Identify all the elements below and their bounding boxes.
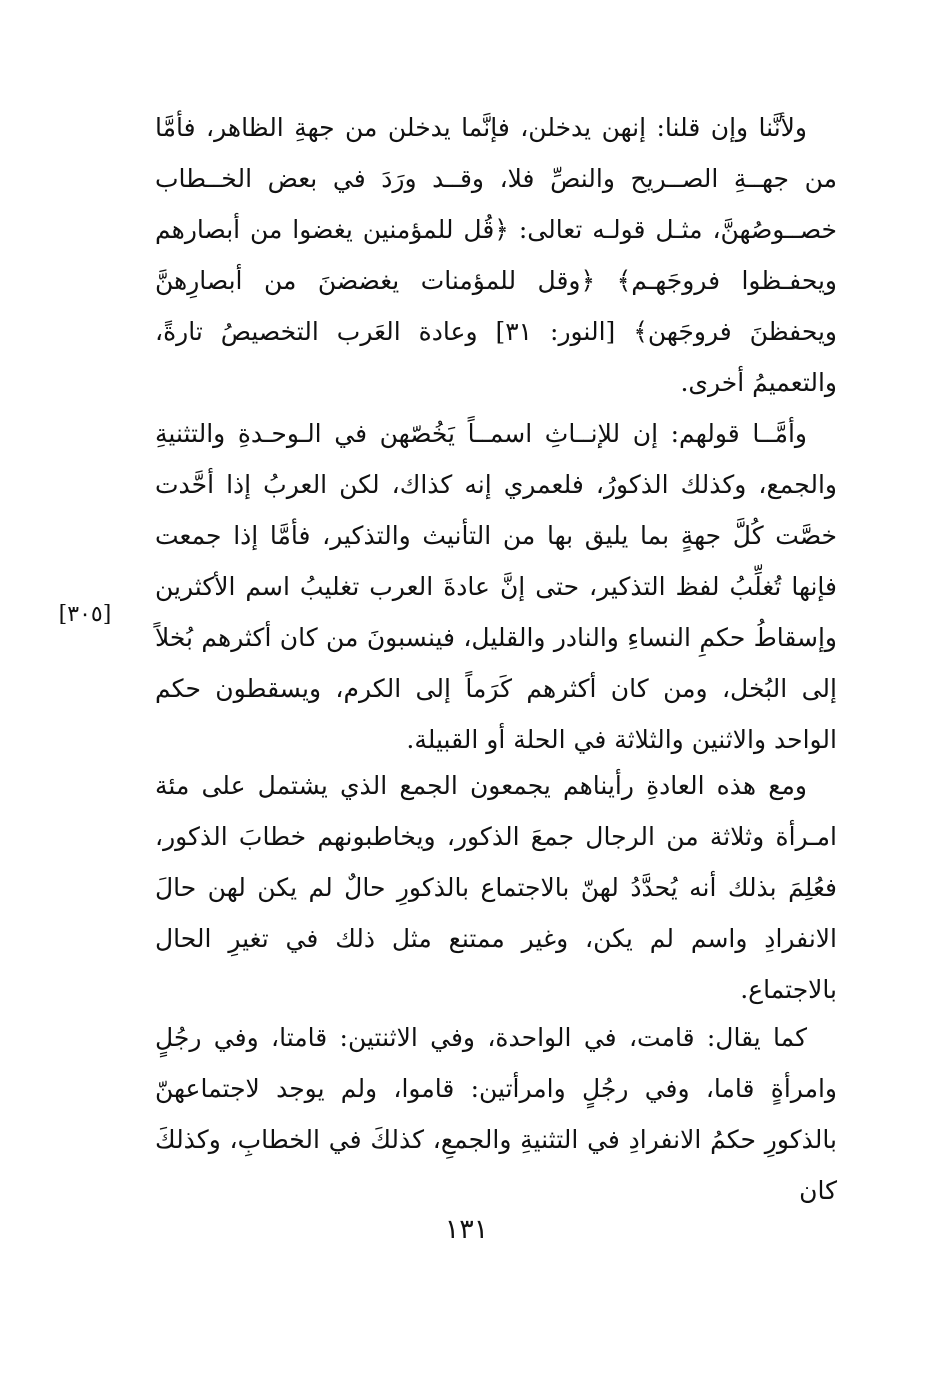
paragraph-4 xyxy=(155,1012,837,1216)
paragraph-2-text: وأمَّــا قولهم: إن للإنــاثِ اسمــاً يَخُصّهن في الـوحـدةِ والتثنيةِ والجمع، وكذلك الذكورُ، فلعمري إنه كذاك، لكن العربُ إذا أحَّدت خصَّت كُلَّ جهةٍ بما يليق بها من التأنيث والتذكير، فأمَّا إذا جمعت فإنها تُغلِّبُ لفظ التذكير، حتى إنَّ عادةَ العرب تغليبُ اسم الأكثرين وإسقاطُ حكمِ النساءِ والنادر والقليل، فينسبونَ من كان أكثرهم بُخلاً إلى البُخل، ومن كان أكثرهم كَرَماً إلى الكرم، ويسقطون حكم الواحد والاثنين والثلاثة في الحلة أو القبيلة. xyxy=(155,419,838,754)
paragraph-1 xyxy=(155,102,837,408)
page-number: ١٣١ xyxy=(444,1214,489,1245)
paragraph-3-text: ومع هذه العادةِ رأيناهم يجمعون الجمع الذي يشتمل على مئة امـرأة وثلاثة من الرجال جمعَ الذكور، ويخاطبونهم خطابَ الذكور، فعُلِمَ بذلك أنه يُحدَّدُ لهنّ بالاجتماع بالذكورِ حالٌ لم يكن لهن حالَ الانفرادِ واسم لم يكن، وغير ممتنع مثل ذلك في تغيرِ الحال بالاجتماع. xyxy=(155,771,837,1004)
margin-page-reference: [٣٠٥] xyxy=(58,602,112,627)
paragraph-3 xyxy=(155,760,837,1015)
paragraph-4-text: كما يقال: قامت، في الواحدة، وفي الاثنتين: قامتا، وفي رجُلٍ وامرأةٍ قاما، وفي رجُلٍ وامرأتين: قاموا، ولم يوجد لاجتماعهنّ بالذكورِ حكمُ الانفرادِ في التثنيةِ والجمعِ، كذلكَ في الخطابِ، وكذلكَ كان xyxy=(155,1023,837,1205)
paragraph-2 xyxy=(155,408,837,765)
paragraph-1-text: ولأنَّنا وإن قلنا: إنهن يدخلن، فإنَّما يدخلن من جهةِ الظاهر، فأمَّا من جهــةِ الصــريح والنصِّ فلا، وقــد ورَدَ في بعض الخــطاب خصــوصُهنَّ، مثـل قولـه تعالى: ﴿قُل للمؤمنين يغضوا من أبصارهم ويحفـظوا فروجَهـم﴾ ﴿وقل للمؤمنات يغضضنَ من أبصارِهنَّ ويحفظنَ فروجَهن﴾ [النور: ٣١] وعادة العَرب التخصيصُ تارةً، والتعميمُ أخرى. xyxy=(155,113,837,397)
